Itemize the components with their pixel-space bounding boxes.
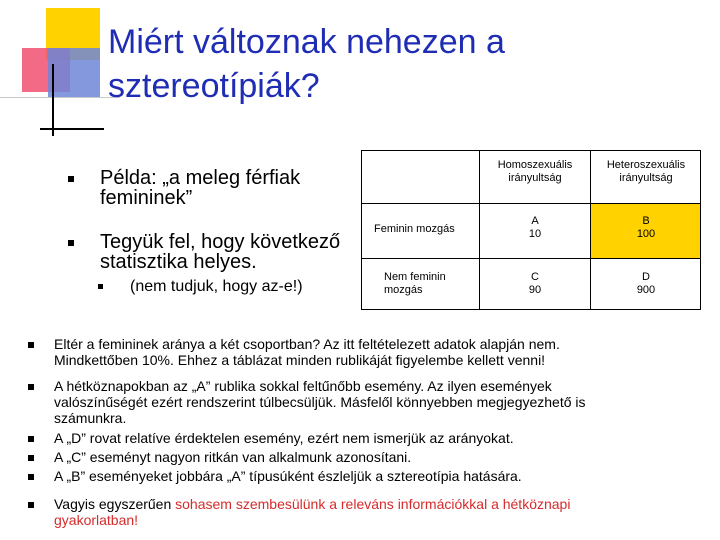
col-header-homo xyxy=(480,159,590,185)
final-bullet xyxy=(54,496,704,528)
cell-c-value: 90 xyxy=(528,284,542,296)
col-header-homo-line2: irányultság xyxy=(508,172,562,184)
upper-bullet-2 xyxy=(100,232,340,272)
lower-bullet-1 xyxy=(54,336,704,368)
table-divider xyxy=(362,258,700,259)
lower-bullet-2 xyxy=(54,378,704,426)
cell-b-letter: B xyxy=(642,215,650,227)
lower-bullet-2-line1: A hétköznapokban az „A” rublika sokkal feltűnőbb esemény. Az ilyen események xyxy=(54,378,552,394)
lower-bullet-1-line2: Mindkettőben 10%. Ehhez a táblázat minden rublikáját figyelembe kellett venni! xyxy=(54,352,546,368)
bullet-square-icon xyxy=(68,176,74,182)
upper-bullet-1-line1: Példa: „a meleg férfiak xyxy=(100,167,301,189)
lower-bullet-2-line2: valószínűségét ezért rendszerint túlbecsüljük. Másfelől könnyebben megjegyezhető is xyxy=(54,394,586,410)
slide-title-line2: sztereotípiák? xyxy=(108,67,320,105)
bullet-square-icon xyxy=(28,455,34,461)
row-header-feminin-line1: Feminin mozgás xyxy=(374,223,455,235)
slide-title-line1: Miért változnak nehezen a xyxy=(108,23,505,61)
cell-b xyxy=(591,215,701,241)
bullet-square-icon xyxy=(28,384,34,390)
logo-black-horizontal-line xyxy=(40,128,104,130)
final-bullet-red-line2: gyakorlatban! xyxy=(54,512,139,528)
upper-bullet-2-line2: statisztika helyes. xyxy=(100,251,257,273)
sub-bullet: (nem tudjuk, hogy az-e!) xyxy=(130,278,303,295)
slide-title xyxy=(108,20,628,108)
cell-d-letter: D xyxy=(642,271,650,283)
cell-c-letter: C xyxy=(531,271,539,283)
row-header-nem-feminin-line2: mozgás xyxy=(384,284,423,296)
lower-bullet-2-line3: számunkra. xyxy=(54,410,127,426)
lower-bullet-3: A „D” rovat relatíve érdektelen esemény, ezért nem ismerjük az arányokat. xyxy=(54,430,514,446)
lower-bullet-4: A „C” eseményt nagyon ritkán van alkalmunk azonosítani. xyxy=(54,449,412,465)
cell-d-value: 900 xyxy=(636,284,656,296)
cell-b-value: 100 xyxy=(636,228,656,240)
table-divider xyxy=(362,203,700,204)
logo-grey-line xyxy=(0,97,120,98)
cell-a xyxy=(480,215,590,241)
final-bullet-line1 xyxy=(54,496,704,512)
cell-d xyxy=(591,271,701,297)
logo-blue-square xyxy=(48,48,100,98)
upper-bullet-2-line1: Tegyük fel, hogy következő xyxy=(100,231,341,253)
row-header-nem-feminin xyxy=(384,271,446,297)
col-header-hetero-line2: irányultság xyxy=(619,172,673,184)
final-bullet-red-text: sohasem szembesülünk a releváns információkkal a hétköznapi xyxy=(175,496,571,512)
col-header-homo-line1: Homoszexuális xyxy=(497,159,573,171)
cell-a-value: 10 xyxy=(528,228,542,240)
bullet-square-icon xyxy=(28,436,34,442)
upper-bullet-1-line2: femininek” xyxy=(100,187,193,209)
bullet-square-icon xyxy=(68,240,74,246)
col-header-hetero-line1: Heteroszexuális xyxy=(606,159,686,171)
cell-c xyxy=(480,271,590,297)
upper-bullet-1 xyxy=(100,168,300,208)
contingency-table xyxy=(361,150,701,310)
row-header-feminin xyxy=(374,223,455,236)
final-bullet-prefix: Vagyis egyszerűen xyxy=(54,496,172,512)
lower-bullet-5: A „B” eseményeket jobbára „A” típusúként észleljük a sztereotípia hatására. xyxy=(54,468,522,484)
col-header-hetero xyxy=(591,159,701,185)
lower-bullet-1-line1: Eltér a femininek aránya a két csoportban? Az itt feltételezett adatok alapján nem. xyxy=(54,336,560,352)
row-header-nem-feminin-line1: Nem feminin xyxy=(384,271,446,283)
bullet-square-icon xyxy=(28,474,34,480)
logo-black-vertical-line xyxy=(52,64,54,136)
bullet-square-icon xyxy=(28,342,34,348)
cell-a-letter: A xyxy=(531,215,539,227)
bullet-square-icon xyxy=(98,284,103,289)
bullet-square-icon xyxy=(28,502,34,508)
